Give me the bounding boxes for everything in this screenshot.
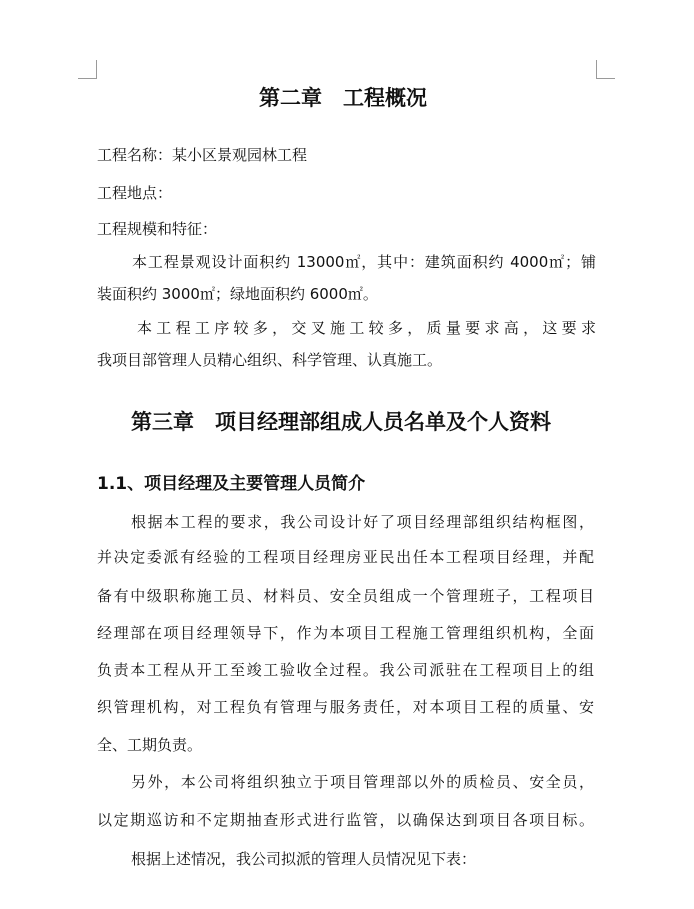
chapter-2-title: 第二章 工程概况 <box>259 85 427 110</box>
chapter-3-title: 第三章 项目经理部组成人员名单及个人资料 <box>131 409 551 434</box>
project-scale-line: 工程规模和特征： <box>97 220 218 238</box>
section-1-1-title: 1.1、项目经理及主要管理人员简介 <box>97 474 366 494</box>
crop-mark-top-right <box>596 60 615 79</box>
supervision-paragraph-line-1: 另外，本公司将组织独立于项目管理部以外的质检员、安全员， <box>131 773 594 791</box>
intro-paragraph-line-5: 负责本工程从开工至竣工验收全过程。我公司派驻在工程项目上的组 <box>97 661 594 679</box>
intro-paragraph-line-2: 并决定委派有经验的工程项目经理房亚民出任本工程项目经理，并配 <box>97 548 594 566</box>
feature-paragraph-line-1: 本工程工序较多，交叉施工较多，质量要求高，这要求 <box>137 319 596 337</box>
scale-paragraph-line-2: 装面积约 3000㎡；绿地面积约 6000㎡。 <box>97 285 378 303</box>
project-name-line: 工程名称：某小区景观园林工程 <box>97 146 308 164</box>
project-location-line: 工程地点： <box>97 184 173 202</box>
intro-paragraph-line-4: 经理部在项目经理领导下，作为本项目工程施工管理组织机构，全面 <box>97 624 594 642</box>
feature-paragraph-line-2: 我项目部管理人员精心组织、科学管理、认真施工。 <box>97 351 443 369</box>
supervision-paragraph-line-2: 以定期巡访和不定期抽查形式进行监管，以确保达到项目各项目标。 <box>97 811 594 829</box>
crop-mark-top-left <box>78 60 97 79</box>
intro-paragraph-line-7: 全、工期负责。 <box>97 736 203 754</box>
intro-paragraph-line-1: 根据本工程的要求，我公司设计好了项目经理部组织结构框图， <box>131 513 594 531</box>
intro-paragraph-line-6: 织管理机构，对工程负有管理与服务责任，对本项目工程的质量、安 <box>97 698 594 716</box>
staff-table-intro-line: 根据上述情况，我公司拟派的管理人员情况见下表： <box>131 850 477 868</box>
intro-paragraph-line-3: 备有中级职称施工员、材料员、安全员组成一个管理班子，工程项目 <box>97 587 594 605</box>
scale-paragraph-line-1: 本工程景观设计面积约 13000㎡，其中：建筑面积约 4000㎡；铺 <box>132 253 596 271</box>
